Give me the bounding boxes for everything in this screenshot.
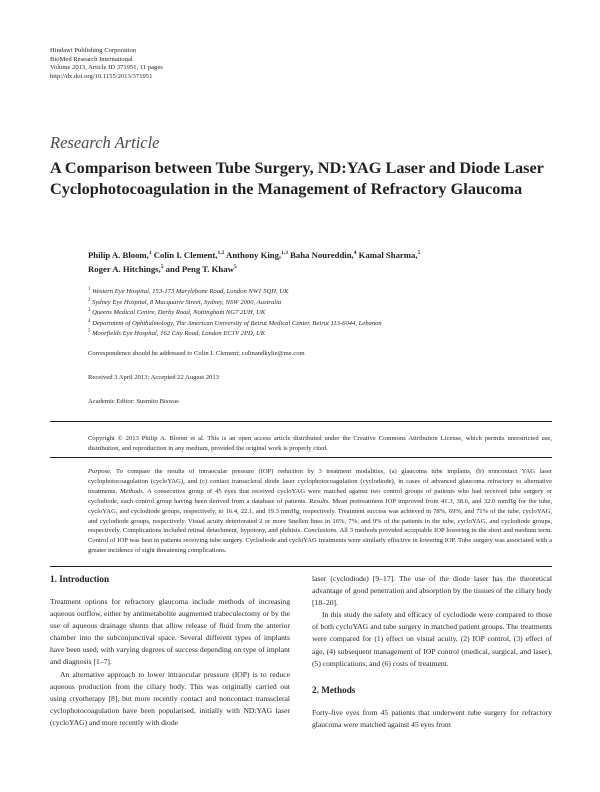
copyright-notice: Copyright © 2013 Philip A. Bloom et al. This is an open access article distributed under the Creative Commons Attribution License, which permits unrestricted use, distribution, and reproduction in any medium, provided the original work is properly cited. [88, 435, 552, 453]
paragraph: laser (cyclodiode) [9–17]. The use of the diode laser has the theoretical advantage of good penetration and absorption by the tissues of the ciliary body [18–20]. [312, 574, 552, 608]
affiliation: $^5$ Moorfields Eye Hospital, 162 City Road, London EC1V 2PD, UK [88, 329, 266, 338]
received-accepted-dates: Received 3 April 2013; Accepted 22 August 2013 [88, 374, 219, 381]
paragraph: An alternative approach to lower intraocular pressure (IOP) is to reduce aqueous production from the ciliary body. This was originally carried out using cryotherapy [8], but more recently contact and noncontact transscleral cyclophotocoagulation have been popularised, initially with ND:YAG laser (cycloYAG) and more recently with diode [50, 669, 290, 727]
affiliation: $^3$ Queens Medical Centre, Derby Road, Nottingham NG7 2UH, UK [88, 308, 266, 317]
affiliation: $^2$ Sydney Eye Hospital, 8 Macquarie Street, Sydney, NSW 2000, Australia [88, 297, 282, 306]
author: Philip A. Bloom,$^1$ [88, 250, 152, 260]
author: Kamal Sharma,$^5$ [358, 250, 421, 260]
abstract-methods-label: Methods. [120, 487, 145, 495]
divider [50, 566, 552, 567]
author: Baha Noureddin,$^4$ [290, 250, 357, 260]
paragraph: In this study the safety and efficacy of cyclodiode were compared to those of both cycloYAG and tube surgery in matched patient groups. The treatments were compared for (1) effect on visual acuity, (2) IOP control, (3) effect of age, (4) subsequent management of IOP control (medical, surgical, and laser), (5) complications, and (6) costs of treatment. [312, 610, 552, 668]
author-list [88, 249, 558, 277]
volume-info: Volume 2013, Article ID 371951, 11 pages [50, 64, 163, 72]
academic-editor: Academic Editor: Susmito Biswas [88, 398, 179, 405]
author: Roger A. Hitchings,$^5$ [88, 263, 164, 274]
author: Anthony King,$^{1,3}$ [226, 250, 288, 260]
journal-name: BioMed Research International [50, 55, 133, 63]
article-type: Research Article [50, 133, 160, 152]
abstract: Purpose. To compare the results of intraocular pressure (IOP) reduction by 3 treatment modalities, (a) glaucoma tube implants, (b) noncontact YAG laser cyclophotocoagulation (cycloYAG), and (c) contact transscleral diode laser cyclophotocoagulation (cyclodiode), in cases of advanced glaucoma refractory to alternative treatments. Methods. A consecutive group of 45 eyes that received cycloYAG were matched against two control groups of patients who had received tube surgery or cyclodiode, each control group having been derived from a database of patients. Results. Mean pretreatment IOP improved from 41.3, 38.6, and 32.0 mmHg for the tube, cycloYAG, and cyclodiode groups, respectively, to 16.4, 22.1, and 19.3 mmHg, respectively. Treatment success was achieved in 78%, 69%, and 71% of the tube, cycloYAG, and cyclodiode groups, respectively. Visual acuity deteriorated 2 or more Snellen lines in 16%, 7%, and 9% of the patients in the tube, cycloYAG, and cyclodiode groups, respectively. Complications included retinal detachment, hypotony, and phthisis. Conclusions. All 3 methods provided acceptable IOP lowering in the short and medium term. Control of IOP was best in patients receiving tube surgery. Cyclodiode and cycloYAG treatments were similarly effective in lowering IOP. Tube surgery was associated with a greater incidence of sight threatening complications. [88, 468, 553, 555]
correspondence-line: Correspondence should be addressed to Colin I. Clement; colinandkylie@me.com [88, 350, 305, 357]
section-heading-methods: 2. Methods [312, 684, 356, 695]
right-column [312, 573, 552, 731]
affiliation-list [88, 287, 548, 340]
affiliation: $^4$ Department of Ophthalmology, The American University of Beirut Medical Center, Beirut 113-6044, Lebanon [88, 318, 382, 327]
article-title: A Comparison between Tube Surgery, ND:YAG Laser and Diode Laser Cyclophotocoagulation in the Management of Refractory Glaucoma [50, 158, 544, 198]
abstract-results-label: Results. [309, 497, 330, 505]
paragraph: Treatment options for refractory glaucoma include methods of increasing aqueous outflow, either by antimetabolite augmented trabeculectomy or by the use of aqueous drainage shunts that allow release of fluid from the anterior chamber into the subconjunctival space. Several different types of implants have been used, with varying degrees of success depending on type of implant and diagnosis [1–7]. [50, 597, 290, 667]
section-heading-introduction: 1. Introduction [50, 574, 110, 584]
affiliation: $^1$ Western Eye Hospital, 153-173 Marylebone Road, London NW1 5QH, UK [88, 286, 289, 295]
divider [50, 457, 552, 458]
journal-header [50, 47, 163, 82]
publisher-name: Hindawi Publishing Corporation [50, 47, 137, 54]
left-column [50, 573, 290, 729]
abstract-conclusions-label: Conclusions. [303, 527, 338, 535]
divider [50, 421, 552, 422]
author: and Peng T. Khaw$^5$ [165, 263, 237, 274]
abstract-purpose-label: Purpose. [88, 468, 112, 475]
author: Colin I. Clement,$^{1,2}$ [153, 250, 225, 260]
paragraph: Forty-five eyes from 45 patients that underwent tube surgery for refractory glaucoma were matched against 45 eyes from [312, 707, 552, 729]
doi-link[interactable]: http://dx.doi.org/10.1155/2013/371951 [50, 73, 153, 81]
